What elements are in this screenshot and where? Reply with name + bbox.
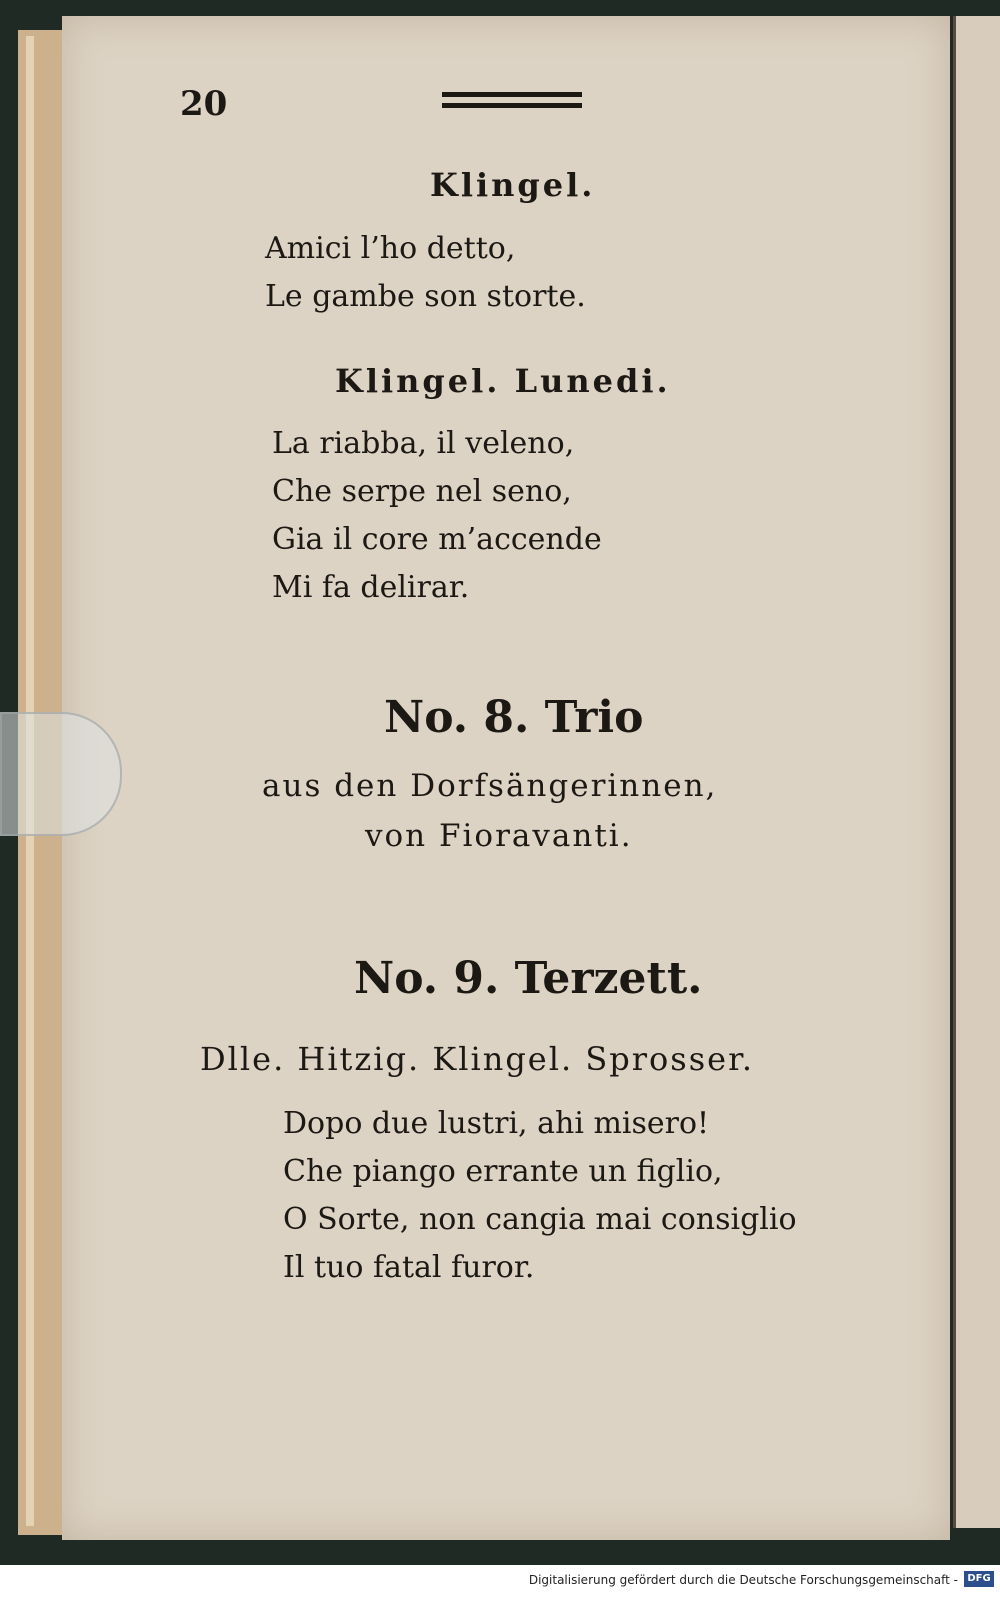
- verse-line: Amici l’ho detto,: [265, 231, 516, 266]
- verse-line: O Sorte, non cangia mai consiglio: [283, 1202, 797, 1237]
- verse-line: Gia il core m’accende: [272, 522, 602, 557]
- verse-line: La riabba, il veleno,: [272, 426, 575, 461]
- verse-line: Mi fa delirar.: [272, 570, 470, 605]
- verse-line: Dopo due lustri, ahi misero!: [283, 1106, 710, 1141]
- verse-line: Che piango errante un figlio,: [283, 1154, 723, 1189]
- verse-line: Il tuo fatal furor.: [283, 1250, 535, 1285]
- dfg-logo: DFG: [964, 1571, 994, 1587]
- no9-heading: No. 9. Terzett.: [354, 953, 703, 1004]
- verse-line: Che serpe nel seno,: [272, 474, 572, 509]
- speaker-klingel-lunedi: Klingel. Lunedi.: [335, 362, 671, 400]
- no8-heading: No. 8. Trio: [384, 692, 644, 743]
- no9-speakers: Dlle. Hitzig. Klingel. Sprosser.: [200, 1040, 755, 1078]
- header-rule: [442, 103, 582, 108]
- verse-line: Le gambe son storte.: [265, 279, 586, 314]
- no8-composer: von Fioravanti.: [365, 818, 633, 854]
- speaker-klingel: Klingel.: [430, 166, 596, 204]
- digitization-footer: [0, 1565, 1000, 1598]
- page-number: 20: [180, 84, 228, 124]
- verse-block-1: [265, 225, 586, 321]
- no8-source: aus den Dorfsängerinnen,: [262, 768, 718, 804]
- page-clip: [0, 712, 122, 836]
- header-rule: [442, 92, 582, 97]
- funding-credit: Digitalisierung gefördert durch die Deutsche Forschungsgemeinschaft -: [528, 1573, 958, 1587]
- verse-block-2: [272, 420, 602, 612]
- facing-page-edge: [953, 16, 1000, 1528]
- verse-block-3: [283, 1100, 797, 1292]
